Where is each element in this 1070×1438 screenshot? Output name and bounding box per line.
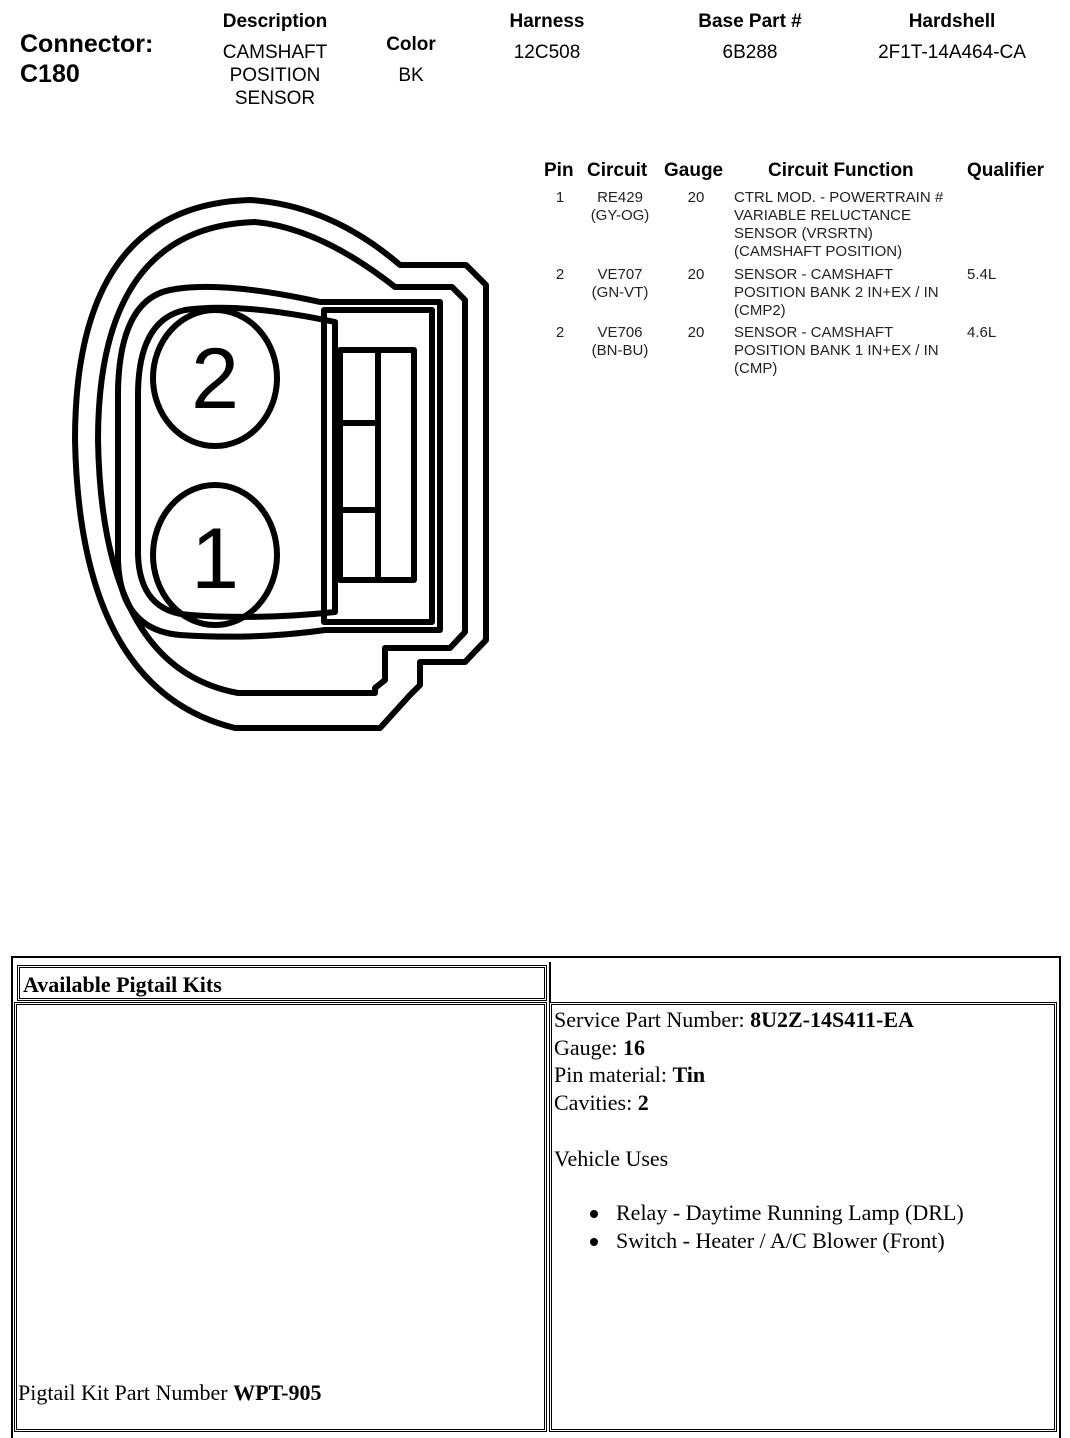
list-item bbox=[590, 1228, 964, 1256]
circuit-color: (BN-BU) bbox=[591, 342, 649, 359]
circuit-cell bbox=[582, 189, 658, 225]
pin-material-line bbox=[554, 1062, 705, 1088]
function-line: (CAMSHAFT POSITION) bbox=[734, 243, 903, 260]
function-line: (CMP) bbox=[734, 360, 778, 377]
circuit-id: VE706 bbox=[597, 324, 643, 341]
circuit-id: RE429 bbox=[597, 189, 643, 206]
kit-gauge-value: 16 bbox=[623, 1035, 646, 1060]
base-part-value: 6B288 bbox=[722, 42, 778, 63]
pin-cell: 1 bbox=[555, 189, 565, 206]
color-value: BK bbox=[398, 65, 424, 86]
qualifier-cell: 4.6L bbox=[967, 324, 997, 341]
list-item bbox=[590, 1200, 964, 1228]
connector-id: C180 bbox=[20, 60, 80, 88]
col-header-function: Circuit Function bbox=[768, 160, 914, 181]
pigtail-kits-heading-cell bbox=[17, 965, 547, 1001]
service-part-line bbox=[554, 1007, 914, 1033]
function-cell bbox=[734, 324, 964, 378]
vehicle-uses-label: Vehicle Uses bbox=[554, 1146, 669, 1171]
pin-cell: 2 bbox=[555, 324, 565, 341]
col-header-gauge: Gauge bbox=[664, 160, 724, 181]
kit-part-label: Pigtail Kit Part Number bbox=[18, 1380, 228, 1405]
service-part-value: 8U2Z-14S411-EA bbox=[750, 1007, 914, 1032]
col-header-pin: Pin bbox=[544, 160, 574, 181]
pin-material-value: Tin bbox=[672, 1062, 706, 1087]
kit-gauge-label: Gauge: bbox=[554, 1035, 618, 1060]
base-part-label: Base Part # bbox=[698, 11, 802, 32]
bullet-icon bbox=[590, 1238, 598, 1246]
pigtail-kits-heading: Available Pigtail Kits bbox=[23, 972, 222, 997]
pin-material-label: Pin material: bbox=[554, 1062, 668, 1087]
harness-label: Harness bbox=[509, 11, 585, 32]
circuit-cell bbox=[582, 266, 658, 302]
pigtail-header-spacer bbox=[549, 962, 1061, 1002]
description-value bbox=[195, 41, 355, 110]
function-line: POSITION BANK 2 IN+EX / IN bbox=[734, 284, 939, 301]
col-header-circuit: Circuit bbox=[587, 160, 648, 181]
hardshell-value: 2F1T-14A464-CA bbox=[878, 42, 1026, 63]
service-part-label: Service Part Number: bbox=[554, 1007, 745, 1032]
bullet-icon bbox=[590, 1210, 598, 1218]
pigtail-kit-image-cell bbox=[14, 1002, 547, 1432]
pin-2-number: 2 bbox=[191, 331, 239, 427]
function-line: SENSOR - CAMSHAFT bbox=[734, 324, 894, 341]
pin-1-number: 1 bbox=[191, 511, 239, 607]
col-header-qualifier: Qualifier bbox=[967, 160, 1045, 181]
function-cell bbox=[734, 266, 964, 320]
gauge-cell: 20 bbox=[687, 324, 705, 341]
pigtail-kit-part-line bbox=[18, 1380, 322, 1406]
connector-face-diagram bbox=[0, 150, 520, 770]
harness-value: 12C508 bbox=[513, 42, 581, 63]
kit-part-value: WPT-905 bbox=[233, 1380, 322, 1405]
function-line: VARIABLE RELUCTANCE bbox=[734, 207, 911, 224]
circuit-id: VE707 bbox=[597, 266, 643, 283]
description-line: CAMSHAFT bbox=[222, 42, 328, 63]
function-line: POSITION BANK 1 IN+EX / IN bbox=[734, 342, 939, 359]
function-line: SENSOR (VRSRTN) bbox=[734, 225, 873, 242]
function-line: (CMP2) bbox=[734, 302, 786, 319]
hardshell-label: Hardshell bbox=[908, 11, 996, 32]
cavities-line bbox=[554, 1090, 649, 1116]
circuit-cell bbox=[582, 324, 658, 360]
circuit-color: (GN-VT) bbox=[591, 284, 649, 301]
function-line: SENSOR - CAMSHAFT bbox=[734, 266, 894, 283]
connector-title bbox=[20, 29, 153, 89]
description-label: Description bbox=[222, 11, 328, 32]
qualifier-cell: 5.4L bbox=[967, 266, 997, 283]
circuit-color: (GY-OG) bbox=[590, 207, 650, 224]
function-cell bbox=[734, 189, 964, 261]
connector-label: Connector: bbox=[20, 30, 154, 58]
description-line: SENSOR bbox=[234, 88, 316, 109]
function-line: CTRL MOD. - POWERTRAIN # bbox=[734, 189, 944, 206]
cavities-label: Cavities: bbox=[554, 1090, 633, 1115]
pin-cell: 2 bbox=[555, 266, 565, 283]
gauge-cell: 20 bbox=[687, 189, 705, 206]
vehicle-use-text: Relay - Daytime Running Lamp (DRL) bbox=[616, 1200, 964, 1225]
gauge-cell: 20 bbox=[687, 266, 705, 283]
description-line: POSITION bbox=[229, 65, 321, 86]
cavities-value: 2 bbox=[637, 1090, 649, 1115]
vehicle-uses-list bbox=[590, 1200, 964, 1256]
gauge-line bbox=[554, 1035, 645, 1061]
vehicle-use-text: Switch - Heater / A/C Blower (Front) bbox=[616, 1228, 945, 1253]
color-label: Color bbox=[386, 34, 436, 55]
